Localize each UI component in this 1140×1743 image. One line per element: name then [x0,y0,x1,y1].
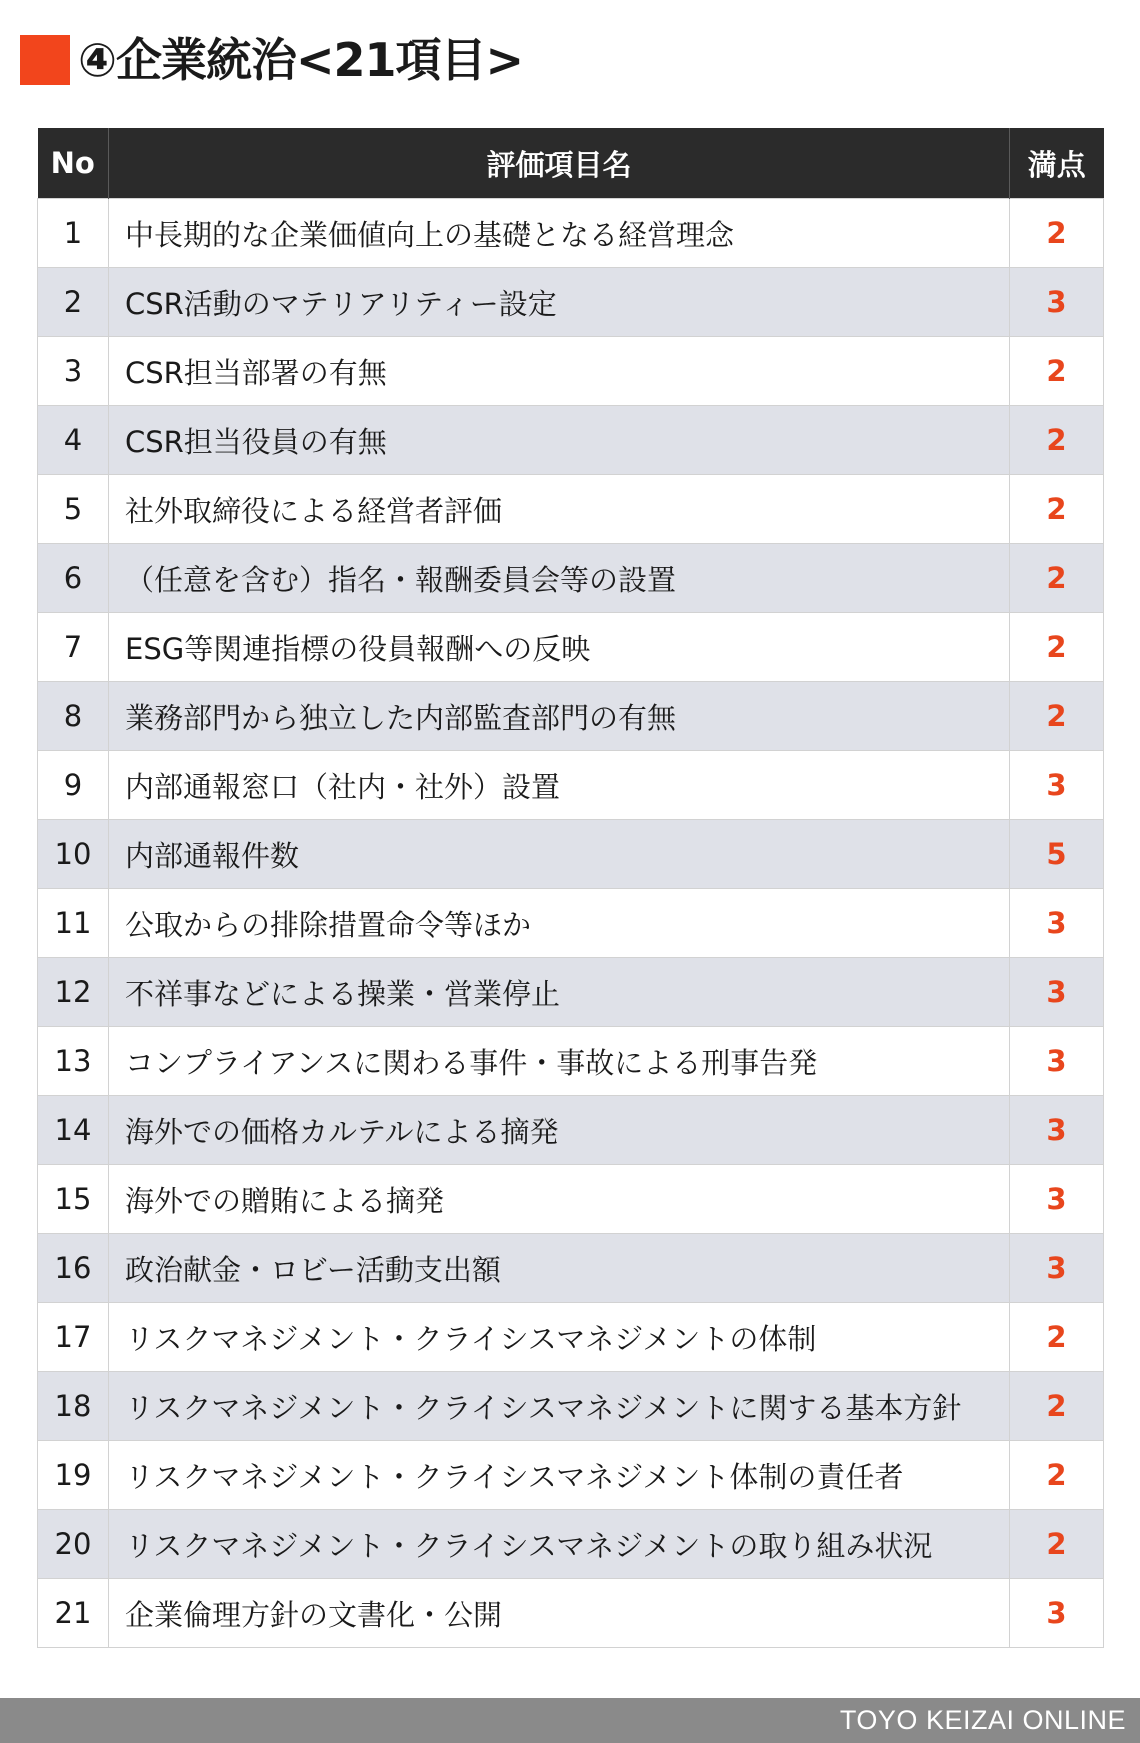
row-item-name: リスクマネジメント・クライシスマネジメント体制の責任者 [109,1441,1010,1510]
row-item-name: コンプライアンスに関わる事件・事故による刑事告発 [109,1027,1010,1096]
row-number: 6 [38,544,109,613]
table-row [38,1027,1104,1096]
row-item-name: リスクマネジメント・クライシスマネジメントの体制 [109,1303,1010,1372]
page-title: ④企業統治<21項目> [78,33,524,87]
row-number: 8 [38,682,109,751]
row-max-points: 2 [1010,544,1104,613]
row-item-name: 中長期的な企業価値向上の基礎となる経営理念 [109,199,1010,268]
table-row [38,1096,1104,1165]
row-item-name: 内部通報窓口（社内・社外）設置 [109,751,1010,820]
row-max-points: 3 [1010,1234,1104,1303]
table-row [38,475,1104,544]
row-max-points: 2 [1010,199,1104,268]
row-number: 2 [38,268,109,337]
row-max-points: 2 [1010,475,1104,544]
header-max-points: 満点 [1010,128,1104,199]
title-marker-square [20,35,70,85]
table-row [38,1165,1104,1234]
row-max-points: 2 [1010,337,1104,406]
row-number: 20 [38,1510,109,1579]
row-item-name: CSR担当部署の有無 [109,337,1010,406]
table-row [38,751,1104,820]
row-max-points: 3 [1010,1096,1104,1165]
row-number: 14 [38,1096,109,1165]
table-body [38,199,1104,1648]
row-max-points: 2 [1010,1510,1104,1579]
row-item-name: 海外での価格カルテルによる摘発 [109,1096,1010,1165]
row-max-points: 2 [1010,1303,1104,1372]
table-row [38,544,1104,613]
evaluation-table [37,128,1104,1648]
row-item-name: リスクマネジメント・クライシスマネジメントに関する基本方針 [109,1372,1010,1441]
row-max-points: 2 [1010,682,1104,751]
table-row [38,613,1104,682]
table-row [38,268,1104,337]
row-number: 10 [38,820,109,889]
row-item-name: CSR担当役員の有無 [109,406,1010,475]
row-number: 9 [38,751,109,820]
table-row [38,1579,1104,1648]
row-number: 11 [38,889,109,958]
row-max-points: 2 [1010,1372,1104,1441]
row-item-name: 企業倫理方針の文書化・公開 [109,1579,1010,1648]
header-item-name: 評価項目名 [109,128,1010,199]
table-row [38,1441,1104,1510]
table-row [38,1303,1104,1372]
table-row [38,337,1104,406]
table-row [38,199,1104,268]
row-number: 19 [38,1441,109,1510]
row-number: 15 [38,1165,109,1234]
row-number: 12 [38,958,109,1027]
row-max-points: 3 [1010,889,1104,958]
header-no: No [38,128,109,199]
row-max-points: 3 [1010,1027,1104,1096]
row-number: 13 [38,1027,109,1096]
title-bar [20,30,523,90]
row-item-name: リスクマネジメント・クライシスマネジメントの取り組み状況 [109,1510,1010,1579]
row-number: 17 [38,1303,109,1372]
row-max-points: 3 [1010,268,1104,337]
row-item-name: 不祥事などによる操業・営業停止 [109,958,1010,1027]
row-item-name: 政治献金・ロビー活動支出額 [109,1234,1010,1303]
row-max-points: 3 [1010,751,1104,820]
row-number: 16 [38,1234,109,1303]
row-item-name: ESG等関連指標の役員報酬への反映 [109,613,1010,682]
row-number: 5 [38,475,109,544]
footer-bar [0,1698,1140,1743]
row-max-points: 2 [1010,406,1104,475]
row-max-points: 5 [1010,820,1104,889]
row-item-name: 内部通報件数 [109,820,1010,889]
header-row [38,128,1104,199]
row-max-points: 2 [1010,1441,1104,1510]
row-item-name: CSR活動のマテリアリティー設定 [109,268,1010,337]
row-item-name: 業務部門から独立した内部監査部門の有無 [109,682,1010,751]
row-item-name: 社外取締役による経営者評価 [109,475,1010,544]
footer-brand: TOYO KEIZAI ONLINE [839,1705,1126,1735]
row-max-points: 3 [1010,1165,1104,1234]
table-header [38,128,1104,199]
row-max-points: 2 [1010,613,1104,682]
row-number: 21 [38,1579,109,1648]
table-row [38,406,1104,475]
row-number: 1 [38,199,109,268]
table-row [38,1372,1104,1441]
table-row [38,682,1104,751]
row-max-points: 3 [1010,958,1104,1027]
row-max-points: 3 [1010,1579,1104,1648]
row-number: 3 [38,337,109,406]
row-number: 7 [38,613,109,682]
table-row [38,958,1104,1027]
table-row [38,889,1104,958]
evaluation-table-container [37,128,1103,1648]
row-number: 18 [38,1372,109,1441]
row-item-name: （任意を含む）指名・報酬委員会等の設置 [109,544,1010,613]
row-item-name: 公取からの排除措置命令等ほか [109,889,1010,958]
table-row [38,820,1104,889]
table-row [38,1510,1104,1579]
table-row [38,1234,1104,1303]
row-item-name: 海外での贈賄による摘発 [109,1165,1010,1234]
row-number: 4 [38,406,109,475]
